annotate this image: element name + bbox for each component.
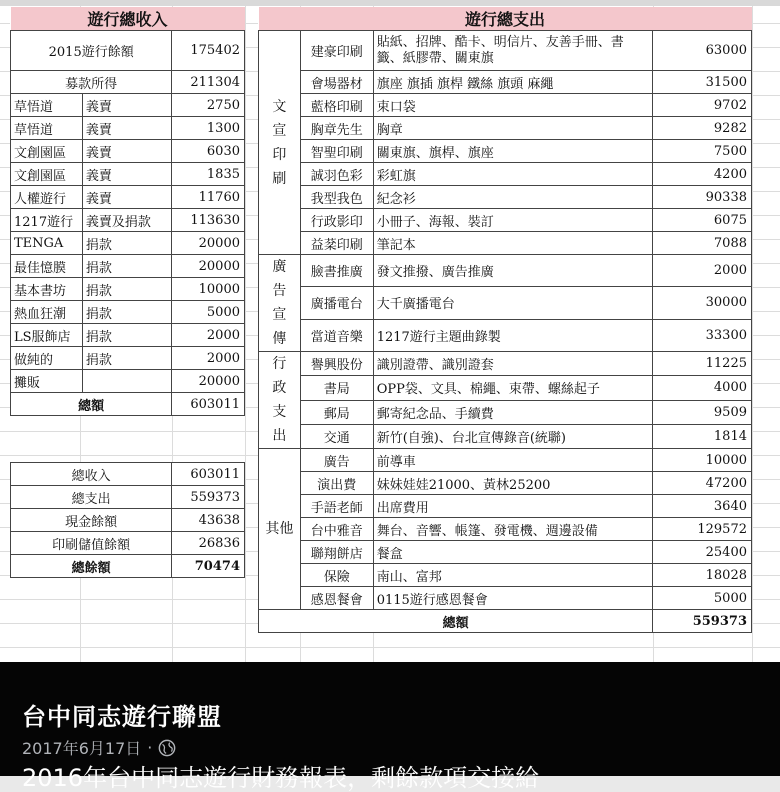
expense-item-row (259, 186, 752, 209)
summary-value: 559373 (172, 486, 245, 509)
expense-category: 文 宣 印 刷 (259, 31, 301, 255)
expense-item: 胸章 (373, 117, 653, 140)
expense-item: 束口袋 (373, 94, 653, 117)
income-item-value: 5000 (172, 301, 245, 324)
post-text-preview: 2016年台中同志遊行財務報表，剩餘款項交接給 (22, 764, 540, 792)
expense-item: 旗座 旗插 旗桿 鐵絲 旗頭 麻繩 (373, 71, 653, 94)
expense-item: 紀念衫 (373, 186, 653, 209)
income-item-type: 義賣 (82, 186, 172, 209)
expense-vendor: 交通 (300, 424, 373, 448)
summary-value: 70474 (172, 555, 245, 578)
income-item-name: 草悟道 (11, 94, 83, 117)
meta-separator: · (147, 738, 153, 757)
expense-item: 小冊子、海報、裝訂 (373, 209, 653, 232)
income-item-type: 捐款 (82, 278, 172, 301)
expense-value: 3640 (653, 495, 752, 518)
summary-table (10, 462, 245, 578)
expense-item: 大千廣播電台 (373, 287, 653, 319)
income-row-value: 175402 (172, 31, 245, 71)
expense-item: 貼紙、招牌、酷卡、明信片、友善手冊、書籤、紙膠帶、關東旗 (373, 31, 653, 71)
summary-label: 總支出 (11, 486, 172, 509)
expense-item-row (259, 424, 752, 448)
expense-value: 4000 (653, 376, 752, 400)
expense-total-label: 總額 (259, 610, 653, 633)
expense-item: 郵寄紀念品、手續費 (373, 400, 653, 424)
expense-item-row (259, 94, 752, 117)
expense-vendor: 誠羽色彩 (300, 163, 373, 186)
expense-value: 33300 (653, 319, 752, 351)
expense-item-row (259, 287, 752, 319)
income-item-row (11, 94, 245, 117)
expense-item-row (259, 472, 752, 495)
summary-row (11, 486, 245, 509)
expense-value: 129572 (653, 518, 752, 541)
summary-label: 總餘額 (11, 555, 172, 578)
expense-item: 0115遊行感恩餐會 (373, 587, 653, 610)
income-item-value: 20000 (172, 370, 245, 393)
income-item-name: 熱血狂潮 (11, 301, 83, 324)
income-item-type: 捐款 (82, 232, 172, 255)
income-item-name: 最佳憶膜 (11, 255, 83, 278)
expense-value: 5000 (653, 587, 752, 610)
income-item-row (11, 301, 245, 324)
expense-value: 7088 (653, 232, 752, 255)
expense-value: 31500 (653, 71, 752, 94)
expense-item-row (259, 140, 752, 163)
income-item-name: 人權遊行 (11, 186, 83, 209)
expense-item-row (259, 449, 752, 472)
expense-category: 行 政 支 出 (259, 352, 301, 449)
expense-category: 其他 (259, 449, 301, 610)
income-item-type: 捐款 (82, 324, 172, 347)
income-item-value: 1300 (172, 117, 245, 140)
expense-value: 9282 (653, 117, 752, 140)
expense-vendor: 廣告 (300, 449, 373, 472)
expense-item-row (259, 495, 752, 518)
expense-item-row (259, 255, 752, 287)
income-item-row (11, 209, 245, 232)
expense-value: 1814 (653, 424, 752, 448)
income-item-row (11, 347, 245, 370)
expense-item-row (259, 71, 752, 94)
income-item-row (11, 232, 245, 255)
income-item-type: 義賣 (82, 163, 172, 186)
income-table (10, 7, 245, 416)
income-item-name: LS服飾店 (11, 324, 83, 347)
income-item-name: 文創園區 (11, 163, 83, 186)
summary-row (11, 463, 245, 486)
expense-item-row (259, 232, 752, 255)
income-item-value: 2000 (172, 347, 245, 370)
expense-item: 發文推撥、廣告推廣 (373, 255, 653, 287)
expense-value: 18028 (653, 564, 752, 587)
globe-icon[interactable] (158, 739, 176, 757)
expense-value: 6075 (653, 209, 752, 232)
expense-vendor: 廣播電台 (300, 287, 373, 319)
expense-value: 4200 (653, 163, 752, 186)
expense-vendor: 聯翔餅店 (300, 541, 373, 564)
expense-vendor: 行政影印 (300, 209, 373, 232)
income-item-name: 1217遊行 (11, 209, 83, 232)
expense-value: 9509 (653, 400, 752, 424)
expense-total-value: 559373 (653, 610, 752, 633)
expense-item: 識別證帶、識別證套 (373, 352, 653, 376)
expense-value: 47200 (653, 472, 752, 495)
expense-vendor: 手語老師 (300, 495, 373, 518)
expense-vendor: 我型我色 (300, 186, 373, 209)
expense-item-row (259, 352, 752, 376)
summary-row (11, 532, 245, 555)
income-item-value: 113630 (172, 209, 245, 232)
expense-value: 90338 (653, 186, 752, 209)
expense-vendor: 保險 (300, 564, 373, 587)
expense-vendor: 建豪印刷 (300, 31, 373, 71)
income-row-label: 募款所得 (11, 71, 172, 94)
income-item-type: 捐款 (82, 347, 172, 370)
post-date-link[interactable]: 2017年6月17日 (22, 739, 142, 758)
expense-vendor: 會場器材 (300, 71, 373, 94)
expense-vendor: 書局 (300, 376, 373, 400)
post-meta (22, 736, 176, 759)
income-item-type: 捐款 (82, 255, 172, 278)
income-item-value: 2000 (172, 324, 245, 347)
income-item-row (11, 278, 245, 301)
expense-value: 10000 (653, 449, 752, 472)
income-item-row (11, 324, 245, 347)
expense-vendor: 演出費 (300, 472, 373, 495)
expense-vendor: 感恩餐會 (300, 587, 373, 610)
expense-vendor: 台中雅音 (300, 518, 373, 541)
expense-vendor: 郵局 (300, 400, 373, 424)
expense-value: 25400 (653, 541, 752, 564)
expense-item: 筆記本 (373, 232, 653, 255)
expense-item-row (259, 209, 752, 232)
expense-item: 前導車 (373, 449, 653, 472)
summary-row (11, 555, 245, 578)
income-item-name: 基本書坊 (11, 278, 83, 301)
summary-value: 603011 (172, 463, 245, 486)
expense-item-row (259, 564, 752, 587)
expense-item: 舞台、音響、帳篷、發電機、週邊設備 (373, 518, 653, 541)
income-item-row (11, 140, 245, 163)
income-item-value: 2750 (172, 94, 245, 117)
income-item-value: 20000 (172, 232, 245, 255)
expense-vendor: 臉書推廣 (300, 255, 373, 287)
income-item-value: 20000 (172, 255, 245, 278)
expense-value: 9702 (653, 94, 752, 117)
income-item-row (11, 117, 245, 140)
income-item-type: 捐款 (82, 301, 172, 324)
income-item-value: 6030 (172, 140, 245, 163)
income-item-name: 攤販 (11, 370, 83, 393)
expense-item: 新竹(自強)、台北宣傳錄音(統聯) (373, 424, 653, 448)
expense-item: 南山、富邦 (373, 564, 653, 587)
expense-vendor: 智聖印刷 (300, 140, 373, 163)
income-item-type: 義賣 (82, 140, 172, 163)
income-item-value: 1835 (172, 163, 245, 186)
expense-vendor: 益棻印刷 (300, 232, 373, 255)
income-title: 遊行總收入 (11, 7, 245, 31)
expense-item: 餐盒 (373, 541, 653, 564)
page-name-link[interactable]: 台中同志遊行聯盟 (22, 703, 222, 731)
income-item-name: 做純的 (11, 347, 83, 370)
expense-item: 1217遊行主題曲錄製 (373, 319, 653, 351)
income-item-row (11, 370, 245, 393)
summary-label: 總收入 (11, 463, 172, 486)
summary-label: 現金餘額 (11, 509, 172, 532)
summary-row (11, 509, 245, 532)
expense-vendor: 藍格印刷 (300, 94, 373, 117)
income-total-value: 603011 (172, 393, 245, 416)
expense-item: 出席費用 (373, 495, 653, 518)
expense-item-row (259, 376, 752, 400)
income-item-type: 義賣 (82, 117, 172, 140)
expense-category: 廣 告 宣 傳 (259, 255, 301, 352)
income-total-label: 總額 (11, 393, 172, 416)
expense-item-row (259, 319, 752, 351)
expense-table (258, 7, 752, 633)
expense-item: 關東旗、旗桿、旗座 (373, 140, 653, 163)
expense-value: 2000 (653, 255, 752, 287)
expense-item-row (259, 541, 752, 564)
income-item-value: 11760 (172, 186, 245, 209)
expense-vendor: 譽興股份 (300, 352, 373, 376)
expense-item: 彩虹旗 (373, 163, 653, 186)
income-item-name: 草悟道 (11, 117, 83, 140)
income-item-name: TENGA (11, 232, 83, 255)
expense-item-row (259, 518, 752, 541)
expense-value: 7500 (653, 140, 752, 163)
income-item-row (11, 186, 245, 209)
income-item-row (11, 255, 245, 278)
summary-label: 印刷儲值餘額 (11, 532, 172, 555)
expense-item-row (259, 31, 752, 71)
expense-value: 30000 (653, 287, 752, 319)
income-item-row (11, 163, 245, 186)
expense-item-row (259, 587, 752, 610)
expense-item: OPP袋、文具、棉繩、束帶、螺絲起子 (373, 376, 653, 400)
income-item-value: 10000 (172, 278, 245, 301)
income-row-label: 2015遊行餘額 (11, 31, 172, 71)
post-footer (0, 662, 780, 792)
column-header-strip (0, 0, 780, 6)
expense-vendor: 胸章先生 (300, 117, 373, 140)
income-row-value: 211304 (172, 71, 245, 94)
expense-vendor: 當道音樂 (300, 319, 373, 351)
income-item-name: 文創園區 (11, 140, 83, 163)
expense-item-row (259, 400, 752, 424)
expense-item: 妹妹娃娃21000、黃林25200 (373, 472, 653, 495)
expense-value: 63000 (653, 31, 752, 71)
income-item-type: 義賣及捐款 (82, 209, 172, 232)
expense-item-row (259, 117, 752, 140)
income-item-type: 義賣 (82, 94, 172, 117)
summary-value: 26836 (172, 532, 245, 555)
summary-value: 43638 (172, 509, 245, 532)
expense-item-row (259, 163, 752, 186)
expense-value: 11225 (653, 352, 752, 376)
expense-title: 遊行總支出 (259, 7, 752, 31)
income-item-type (82, 370, 172, 393)
